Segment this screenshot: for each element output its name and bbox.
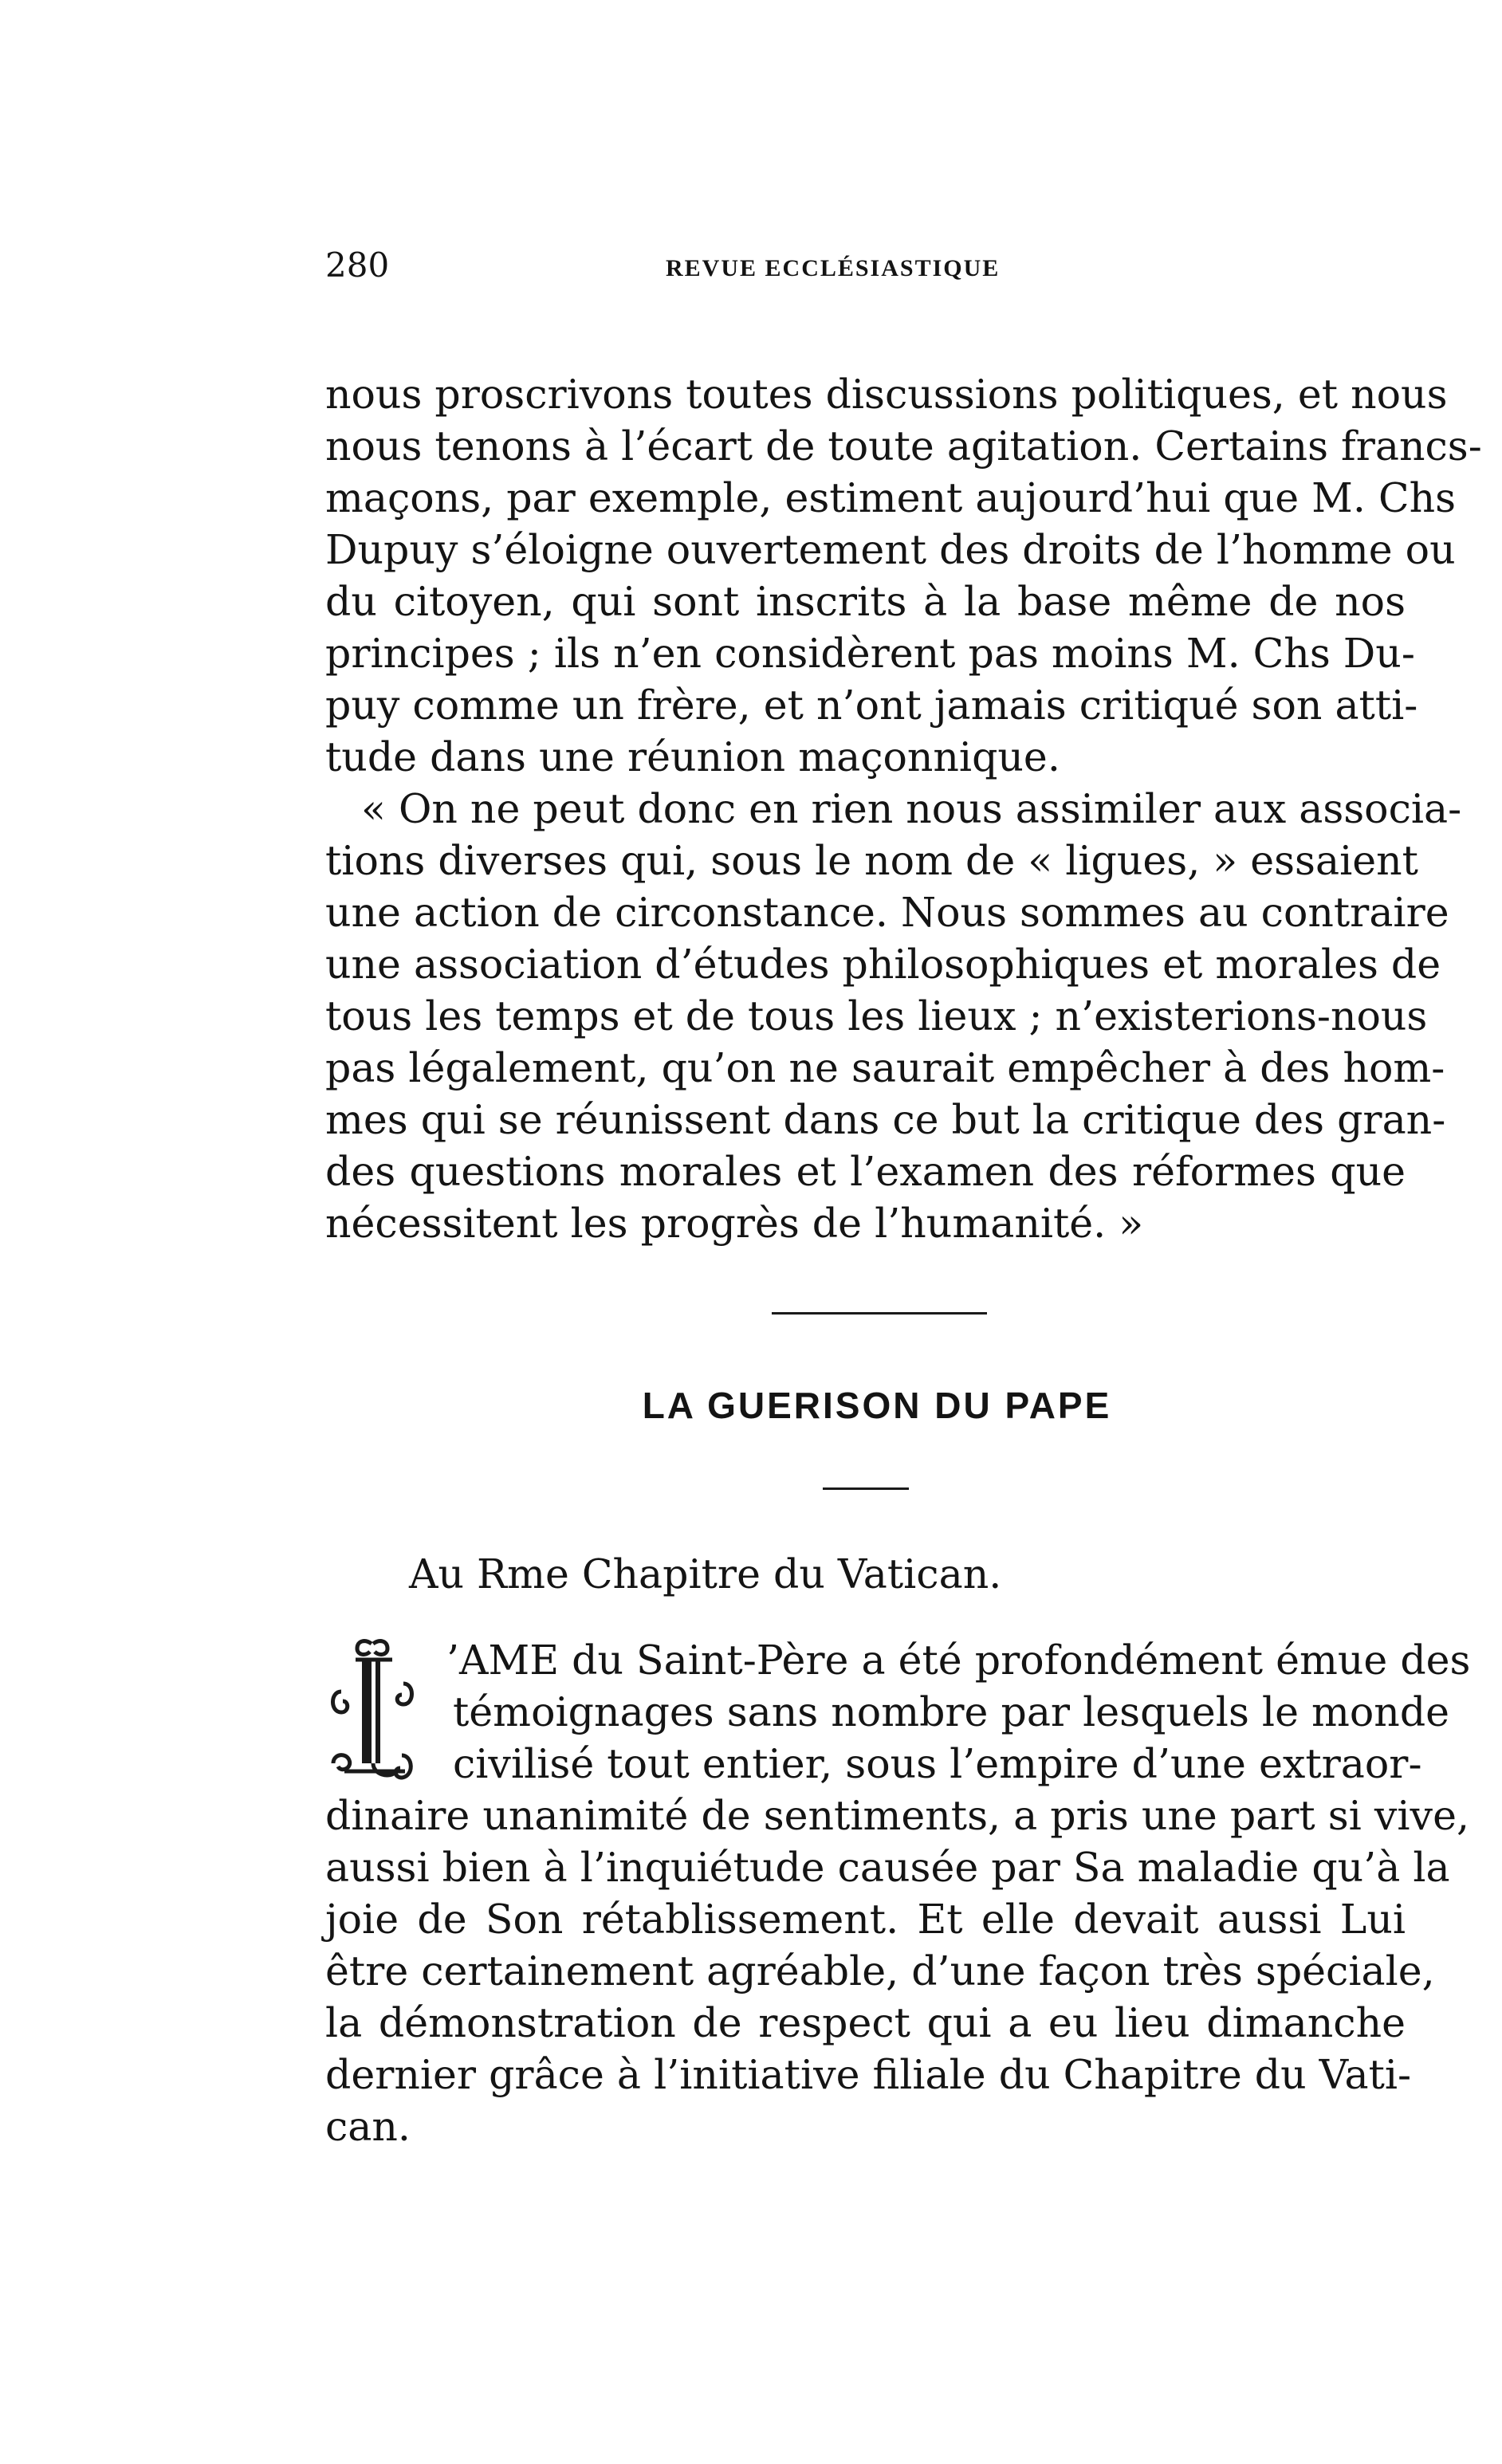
text-line: can. — [325, 2103, 411, 2150]
text-line: « On ne peut donc en rien nous assimiler aux associa- — [361, 785, 1462, 832]
text-line: nous tenons à l’écart de toute agitation. Certains francs- — [325, 422, 1482, 470]
paragraph-1 — [325, 368, 1482, 783]
text-line: du citoyen, qui sont inscrits à la base même de nos — [325, 578, 1406, 625]
text-line: une association d’études philosophiques et morales de — [325, 941, 1441, 988]
text-line: aussi bien à l’inquiétude causée par Sa maladie qu’à la — [325, 1844, 1450, 1891]
text-line: être certainement agréable, d’une façon très spéciale, — [325, 1947, 1435, 1994]
text-line: joie de Son rétablissement. Et elle devait aussi Lui — [325, 1896, 1406, 1943]
text-line: dinaire unanimité de sentiments, a pris une part si vive, — [325, 1792, 1470, 1839]
text-line: ’AME du Saint-Père a été profondément émue des — [446, 1637, 1471, 1684]
text-line: civilisé tout entier, sous l’empire d’une extraor- — [453, 1740, 1422, 1787]
section-title: LA GUERISON DU PAPE — [642, 1385, 1112, 1426]
text-line: tions diverses qui, sous le nom de « ligues, » essaient — [325, 837, 1418, 884]
text-line: principes ; ils n’en considèrent pas moins M. Chs Du- — [325, 630, 1415, 677]
text-line: nous proscrivons toutes discussions politiques, et nous — [325, 371, 1448, 418]
text-line: témoignages sans nombre par lesquels le monde — [453, 1688, 1450, 1735]
text-line: tous les temps et de tous les lieux ; n’existerions-nous — [325, 992, 1428, 1039]
paragraph-3 — [325, 1634, 1471, 2152]
page-header — [325, 246, 1123, 293]
section-divider-top — [772, 1312, 987, 1315]
text-line: mes qui se réunissent dans ce but la critique des gran- — [325, 1096, 1446, 1143]
running-title: REVUE ECCLÉSIASTIQUE — [666, 255, 1001, 281]
text-line: maçons, par exemple, estiment aujourd’hui que M. Chs — [325, 474, 1457, 521]
paragraph-2 — [325, 783, 1462, 1249]
text-line: dernier grâce à l’initiative filiale du Chapitre du Vati- — [325, 2051, 1412, 2098]
article-body-bottom — [325, 1634, 1471, 2152]
salutation: Au Rme Chapitre du Vatican. — [409, 1550, 1002, 1597]
text-line: puy comme un frère, et n’ont jamais critiqué son atti- — [325, 682, 1418, 729]
text-line: pas légalement, qu’on ne saurait empêcher à des hom- — [325, 1044, 1445, 1091]
text-line: la démonstration de respect qui a eu lieu dimanche — [325, 1999, 1406, 2046]
text-line: des questions morales et l’examen des réformes que — [325, 1148, 1406, 1195]
text-line: tude dans une réunion maçonnique. — [325, 733, 1060, 780]
section-divider-bottom — [823, 1487, 909, 1490]
page-number: 280 — [325, 246, 390, 285]
text-line: Dupuy s’éloigne ouvertement des droits de l’homme ou — [325, 526, 1456, 573]
text-line: une action de circonstance. Nous sommes au contraire — [325, 889, 1449, 936]
article-body-top — [325, 368, 1482, 1249]
text-line: nécessitent les progrès de l’humanité. » — [325, 1200, 1144, 1247]
